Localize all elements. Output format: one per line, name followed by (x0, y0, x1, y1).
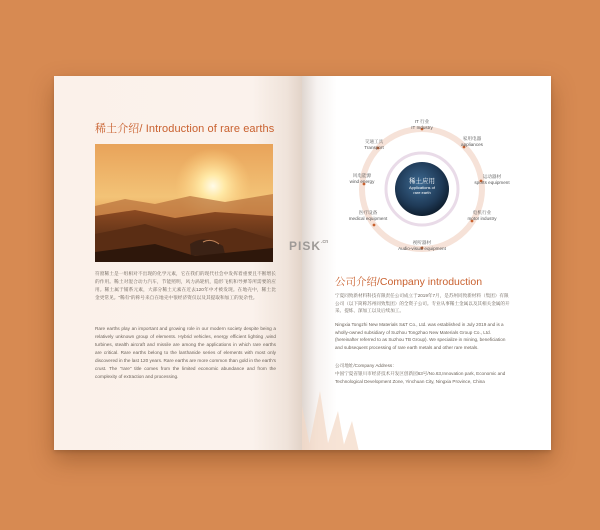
left-page (54, 76, 302, 450)
node-label-cn: 风电能源 (352, 173, 372, 178)
node-medical-equipment (338, 210, 398, 222)
intro-paragraph-cn: 符窗稀土是一组相对不出现的化学元素，它在我们的现代社会中发挥着重要且不断增长的作用。稀土对混合动力汽车，节能照明，风力涡轮机，隐形飞机和导弹等所需要的应用。稀土属于铺系元素，大部分稀土元素在近去120年中才被发现。在地壳中，稀土比金更常见。“稀有”的称号来自在地壳中很经济资仅以及其提取和加工的复杂性。 (95, 271, 276, 300)
crystal-illustration (302, 376, 382, 450)
node-label-cn: IT 行业 (414, 119, 430, 124)
node-motor-industry (452, 210, 512, 222)
right-page (302, 76, 551, 450)
crystal-shard (307, 391, 330, 450)
node-label-cn: 医疗设备 (358, 210, 378, 215)
node-label-en: sports equipment (474, 180, 510, 185)
intro-paragraph-en: Rare earths play an important and growing role in our modern society despite being a relatively unknown group of elements. Hybrid vehicles, energy efficient lighting ,wind turbines, stealth aircraft and missile are among the applications in which rare earths are critical. Rare earths belong to the lanthanide series of elements with most only discovered in the last 120 years. Rare earths are more common than gold in the earth's crust. The "rare" title comes from the limited economic abundance and from the complexity of extraction and processing. (95, 326, 276, 379)
brochure-spread (54, 76, 551, 450)
node-transport (344, 139, 404, 151)
landscape-image (95, 144, 273, 262)
node-label-cn: 电机行业 (472, 210, 492, 215)
diagram-center-label (402, 176, 442, 195)
node-label-cn: 交通工具 (364, 139, 384, 144)
node-label-cn: 视听器材 (412, 240, 432, 245)
address-label: 公司地址/Company Address： (335, 363, 397, 368)
node-label-en: Transport (364, 145, 384, 150)
company-title: 公司介绍/Company introduction (335, 276, 483, 288)
node-appliances (442, 136, 502, 148)
node-sports-equipment (462, 174, 522, 186)
node-it-industry (392, 119, 452, 131)
page-title: 稀土介绍/ Introduction of rare earths (95, 123, 275, 135)
watermark-suffix: .cn (321, 239, 329, 245)
sunset-photo (95, 144, 273, 262)
watermark-text: PISK (289, 239, 322, 253)
company-paragraph-cn: 宁夏同致新材料科技有限责任公司成立于2019年7月，是苏州同致新材料（集团）有限公司（以下简称苏州同致集团）的全资子公司。专业从事稀土金属以及其相关金属的开采、提炼、深加工以及后续加工。 (335, 293, 510, 314)
node-label-en: appliances (461, 142, 483, 147)
node-audio-visual (392, 240, 452, 252)
node-label-cn: 运动器材 (482, 174, 502, 179)
node-label-cn: 家用电器 (462, 136, 482, 141)
node-wind-energy (332, 173, 392, 185)
company-paragraph-en: Ningxia Tongzhi New Materials S&T Co., Ltd. was established in July 2019 and is a wholly-owned subsidiary of Suzhou Tongzhao New Materials Group Co., Ltd. (hereinafter referred to as Suzhou TB Group). We specialize in mining, beneficiation and subsequent processing of rare earth metals and other rare metals. (335, 322, 506, 350)
center-title-en-1: Applications of (408, 185, 435, 190)
node-label-en: wind energy (349, 179, 375, 184)
dot-marker (373, 224, 376, 227)
node-label-en: medical equipment (348, 216, 388, 221)
node-label-en: IT Industry (411, 125, 433, 130)
center-title-cn: 稀土应用 (409, 178, 435, 185)
node-label-en: Audio-visual equipment (398, 246, 446, 251)
node-label-en: motor industry (467, 216, 497, 221)
watermark (289, 239, 328, 253)
center-title-en-2: rare earth (413, 190, 431, 195)
address-text: 中国宁夏省银川市经济技术开发区创新园63号/No.63,Innovation park, Economic and Technological Development Zone, Yinchuan City, Ningxia Province, China (335, 371, 506, 384)
